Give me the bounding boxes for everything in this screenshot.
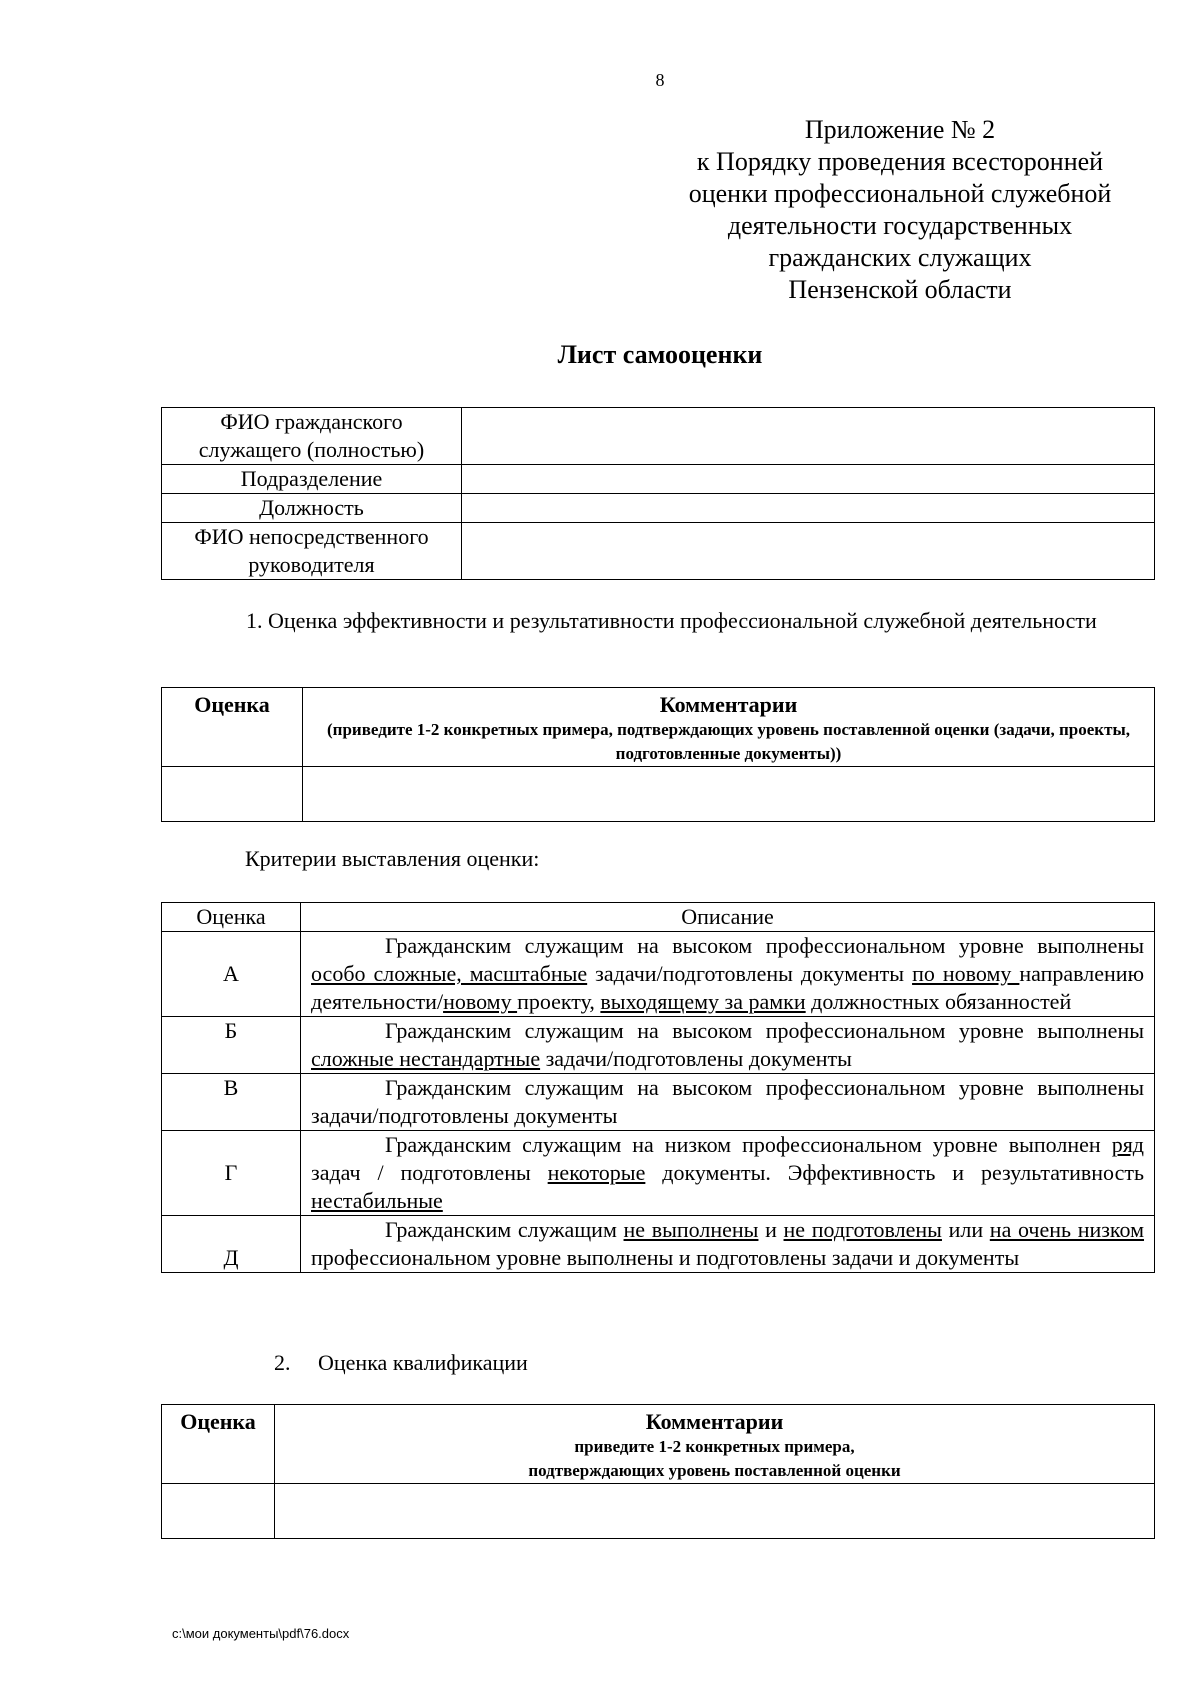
table-header-row: [162, 903, 1155, 932]
qualification-table: [161, 1404, 1155, 1539]
appendix-header: [640, 114, 1160, 306]
appendix-line: оценки профессиональной служебной: [688, 179, 1112, 208]
description-text: Гражданским служащим: [385, 1217, 624, 1242]
grade-cell: В: [162, 1074, 301, 1131]
column-header-score: Оценка: [162, 688, 303, 767]
effectiveness-table: [161, 687, 1155, 822]
table-row: [162, 767, 1155, 822]
section-2-number: 2.: [274, 1350, 291, 1375]
field-effectiveness-score[interactable]: [162, 767, 303, 822]
emphasis-text: не подготовлены: [783, 1217, 942, 1242]
appendix-line: к Порядку проведения всесторонней: [696, 147, 1104, 176]
grade-cell: А: [162, 932, 301, 1017]
description-cell: [301, 1074, 1155, 1131]
table-header-row: [162, 1405, 1155, 1484]
table-row: [162, 1017, 1155, 1074]
emphasis-text: сложные нестандартные: [311, 1046, 541, 1071]
description-text: задач / подготовлены: [311, 1160, 548, 1185]
emphasis-text: новому: [443, 989, 518, 1014]
table-row: [162, 1216, 1155, 1273]
description-cell: [301, 932, 1155, 1017]
grade-cell: Г: [162, 1131, 301, 1216]
label-position: Должность: [162, 494, 462, 523]
section-1-text: 1. Оценка эффективности и результативности профессиональной служебной: [246, 608, 966, 633]
field-supervisor[interactable]: [462, 523, 1155, 580]
comments-instruction: (приведите 1-2 конкретных примера, подтверждающих уровень поставленной оценки (задачи, проекты, подготовленные документы)): [327, 720, 1130, 763]
grade-cell: Д: [162, 1216, 301, 1273]
criteria-table: [161, 902, 1155, 1273]
table-row: [162, 408, 1155, 465]
description-text: задачи/подготовлены документы: [540, 1046, 852, 1071]
field-department[interactable]: [462, 465, 1155, 494]
emphasis-text: некоторые: [547, 1160, 646, 1185]
table-header-row: [162, 688, 1155, 767]
description-cell: [301, 1017, 1155, 1074]
field-effectiveness-comment[interactable]: [303, 767, 1155, 822]
table-row: [162, 1074, 1155, 1131]
description-text: Гражданским служащим на высоком профессиональном уровне выполнены: [385, 1018, 1144, 1043]
column-header-comments: [275, 1405, 1155, 1484]
section-2-heading: [274, 1350, 528, 1376]
table-row: [162, 1131, 1155, 1216]
field-qualification-comment[interactable]: [275, 1484, 1155, 1539]
label-department: Подразделение: [162, 465, 462, 494]
emphasis-text: не выполнены: [623, 1217, 759, 1242]
emphasis-text: на очень низком: [989, 1217, 1145, 1242]
field-full-name[interactable]: [462, 408, 1155, 465]
label-full-name: ФИО гражданского служащего (полностью): [162, 408, 462, 465]
column-header-description: Описание: [301, 903, 1155, 932]
description-text: документы. Эффективность и результативность: [645, 1160, 1144, 1185]
description-text: проекту,: [517, 989, 601, 1014]
comments-title: Комментарии: [659, 692, 798, 717]
description-text: или: [941, 1217, 990, 1242]
file-path-footer: c:\мои документы\pdf\76.docx: [172, 1626, 350, 1641]
appendix-line: деятельности государственных: [727, 211, 1073, 240]
emphasis-text: выходящему за рамки: [600, 989, 806, 1014]
grade-cell: Б: [162, 1017, 301, 1074]
appendix-line: Приложение № 2: [804, 115, 996, 144]
page-number: 8: [655, 70, 665, 90]
section-1-heading: [172, 607, 1155, 635]
emphasis-text: по новому: [912, 961, 1020, 986]
description-text: задачи/подготовлены документы: [587, 961, 913, 986]
label-supervisor: ФИО непосредственного руководителя: [162, 523, 462, 580]
table-row: [162, 494, 1155, 523]
description-text: и: [758, 1217, 784, 1242]
emphasis-text: ряд: [1111, 1132, 1144, 1157]
column-header-comments: [303, 688, 1155, 767]
description-text: направлению деятельности/: [311, 961, 1144, 1014]
description-text: должностных обязанностей: [805, 989, 1072, 1014]
emphasis-text: особо сложные, масштабные: [311, 961, 588, 986]
employee-info-table: [161, 407, 1155, 580]
field-position[interactable]: [462, 494, 1155, 523]
description-text: Гражданским служащим на высоком профессиональном уровне выполнены задачи/подготовлены документы: [311, 1075, 1144, 1128]
comments-instruction: приведите 1-2 конкретных примера,: [574, 1437, 855, 1456]
description-text: профессиональном уровне выполнены и подготовлены задачи и документы: [311, 1245, 1020, 1270]
description-cell: [301, 1216, 1155, 1273]
appendix-line: Пензенской области: [788, 275, 1012, 304]
description-text: Гражданским служащим на низком профессиональном уровне выполнен: [385, 1132, 1112, 1157]
appendix-line: гражданских служащих: [768, 243, 1032, 272]
criteria-title: Критерии выставления оценки:: [245, 846, 540, 871]
document-title: Лист самооценки: [557, 340, 763, 369]
emphasis-text: нестабильные: [311, 1188, 443, 1213]
table-row: [162, 465, 1155, 494]
table-row: [162, 523, 1155, 580]
section-1-text-rest: деятельности: [970, 608, 1097, 633]
description-text: Гражданским служащим на высоком профессиональном уровне выполнены: [385, 933, 1144, 958]
column-header-score: Оценка: [162, 1405, 275, 1484]
table-row: [162, 1484, 1155, 1539]
column-header-score: Оценка: [162, 903, 301, 932]
comments-title: Комментарии: [645, 1409, 784, 1434]
field-qualification-score[interactable]: [162, 1484, 275, 1539]
description-cell: [301, 1131, 1155, 1216]
comments-instruction: подтверждающих уровень поставленной оценки: [528, 1461, 901, 1480]
table-row: [162, 932, 1155, 1017]
section-2-text: Оценка квалификации: [318, 1350, 528, 1375]
